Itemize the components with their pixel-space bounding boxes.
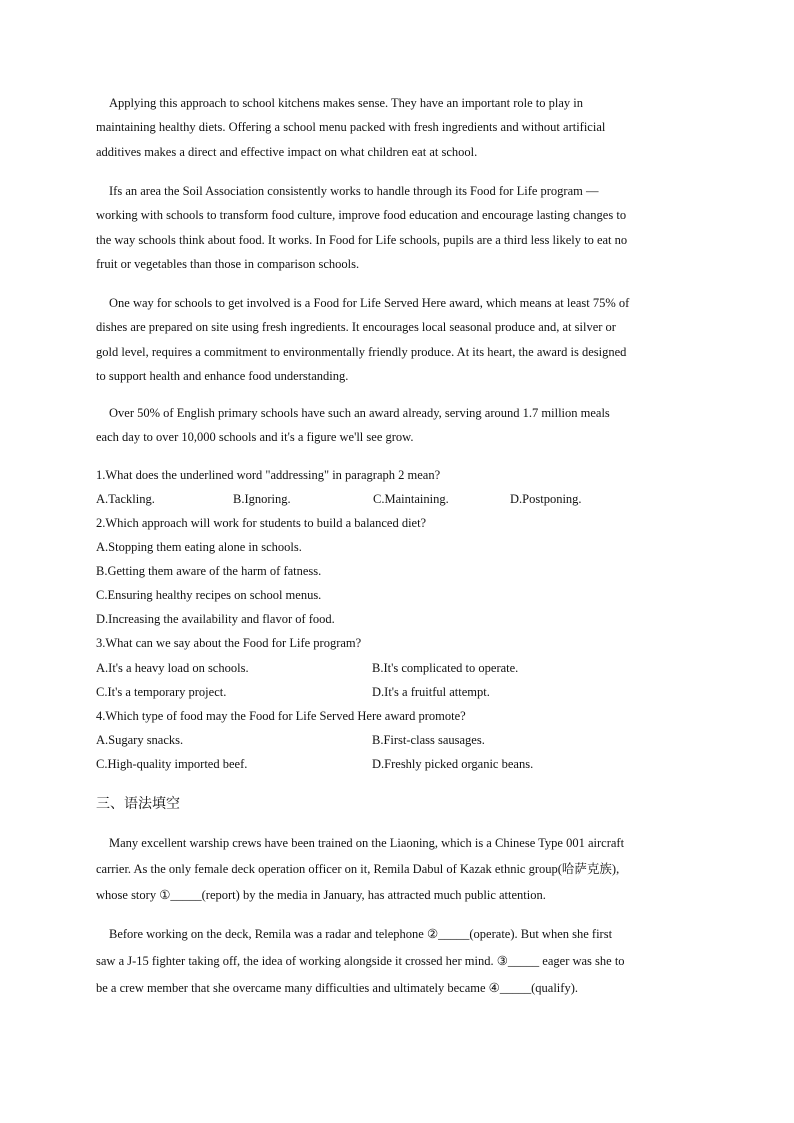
text-line: whose story ①_____(report) by the media in January, has attracted much public attention. (96, 888, 546, 902)
question-2-option-c[interactable]: C.Ensuring healthy recipes on school menus. (96, 588, 322, 602)
passage-paragraph-4 (96, 401, 694, 450)
question-2-option-a[interactable]: A.Stopping them eating alone in schools. (96, 540, 302, 554)
question-2-option-b[interactable]: B.Getting them aware of the harm of fatness. (96, 564, 322, 578)
section-heading: 三、语法填空 (96, 796, 180, 812)
text-line: maintaining healthy diets. Offering a school menu packed with fresh ingredients and without artificial (96, 120, 606, 135)
question-4-stem: 4.Which type of food may the Food for Life Served Here award promote? (96, 709, 466, 723)
question-1-option-b[interactable]: B.Ignoring. (233, 492, 291, 506)
text-line: gold level, requires a commitment to environmentally friendly produce. At its heart, the award is designed (96, 344, 627, 359)
question-1-option-d[interactable]: D.Postponing. (510, 492, 582, 506)
text-line: additives makes a direct and effective impact on what children eat at school. (96, 144, 478, 159)
question-4-option-d[interactable]: D.Freshly picked organic beans. (372, 757, 534, 771)
question-1-option-c[interactable]: C.Maintaining. (373, 492, 449, 506)
text-line: Applying this approach to school kitchens makes sense. They have an important role to play in (109, 96, 583, 110)
question-3-stem: 3.What can we say about the Food for Life program? (96, 636, 362, 650)
text-line: One way for schools to get involved is a Food for Life Served Here award, which means at least 75% of (109, 296, 630, 310)
text-line: Many excellent warship crews have been trained on the Liaoning, which is a Chinese Type 001 aircraft (109, 836, 625, 850)
question-1-stem: 1.What does the underlined word "addressing" in paragraph 2 mean? (96, 468, 441, 482)
question-1-option-a[interactable]: A.Tackling. (96, 492, 155, 506)
question-2-option-d[interactable]: D.Increasing the availability and flavor of food. (96, 612, 335, 626)
text-line: be a crew member that she overcame many difficulties and ultimately became ④_____(qualify). (96, 981, 578, 995)
question-4-option-a[interactable]: A.Sugary snacks. (96, 733, 184, 747)
text-line: to support health and enhance food understanding. (96, 368, 349, 383)
text-line: Before working on the deck, Remila was a radar and telephone ②_____(operate). But when she first (109, 927, 613, 941)
text-line: saw a J-15 fighter taking off, the idea of working alongside it crossed her mind. ③_____ eager was she to (96, 954, 625, 968)
question-3-option-a[interactable]: A.It's a heavy load on schools. (96, 661, 249, 675)
text-line: each day to over 10,000 schools and it's a figure we'll see grow. (96, 430, 414, 445)
question-3-option-b[interactable]: B.It's complicated to operate. (372, 661, 519, 675)
text-line: fruit or vegetables than those in comparison schools. (96, 256, 360, 271)
question-3-option-c[interactable]: C.It's a temporary project. (96, 685, 227, 699)
text-line: the way schools think about food. It works. In Food for Life schools, pupils are a third less likely to eat no (96, 232, 628, 247)
question-4-option-c[interactable]: C.High-quality imported beef. (96, 757, 248, 771)
text-line: dishes are prepared on site using fresh ingredients. It encourages local seasonal produce and, at silver or (96, 320, 616, 335)
text-line: working with schools to transform food culture, improve food education and encourage lasting changes to (96, 208, 627, 223)
question-3-option-d[interactable]: D.It's a fruitful attempt. (372, 685, 490, 699)
question-2-stem: 2.Which approach will work for students to build a balanced diet? (96, 516, 427, 530)
text-line: carrier. As the only female deck operation officer on it, Remila Dabul of Kazak ethnic group(哈萨克族), (96, 862, 620, 876)
passage-paragraph-1 (96, 91, 694, 164)
question-4-option-b[interactable]: B.First-class sausages. (372, 733, 485, 747)
grammar-paragraph-1 (96, 830, 694, 908)
text-line: Ifs an area the Soil Association consistently works to handle through its Food for Life program — (109, 184, 599, 198)
text-line: Over 50% of English primary schools have such an award already, serving around 1.7 million meals (109, 406, 610, 420)
grammar-paragraph-2 (96, 921, 694, 1002)
passage-paragraph-3 (96, 291, 694, 388)
passage-paragraph-2 (96, 179, 694, 276)
